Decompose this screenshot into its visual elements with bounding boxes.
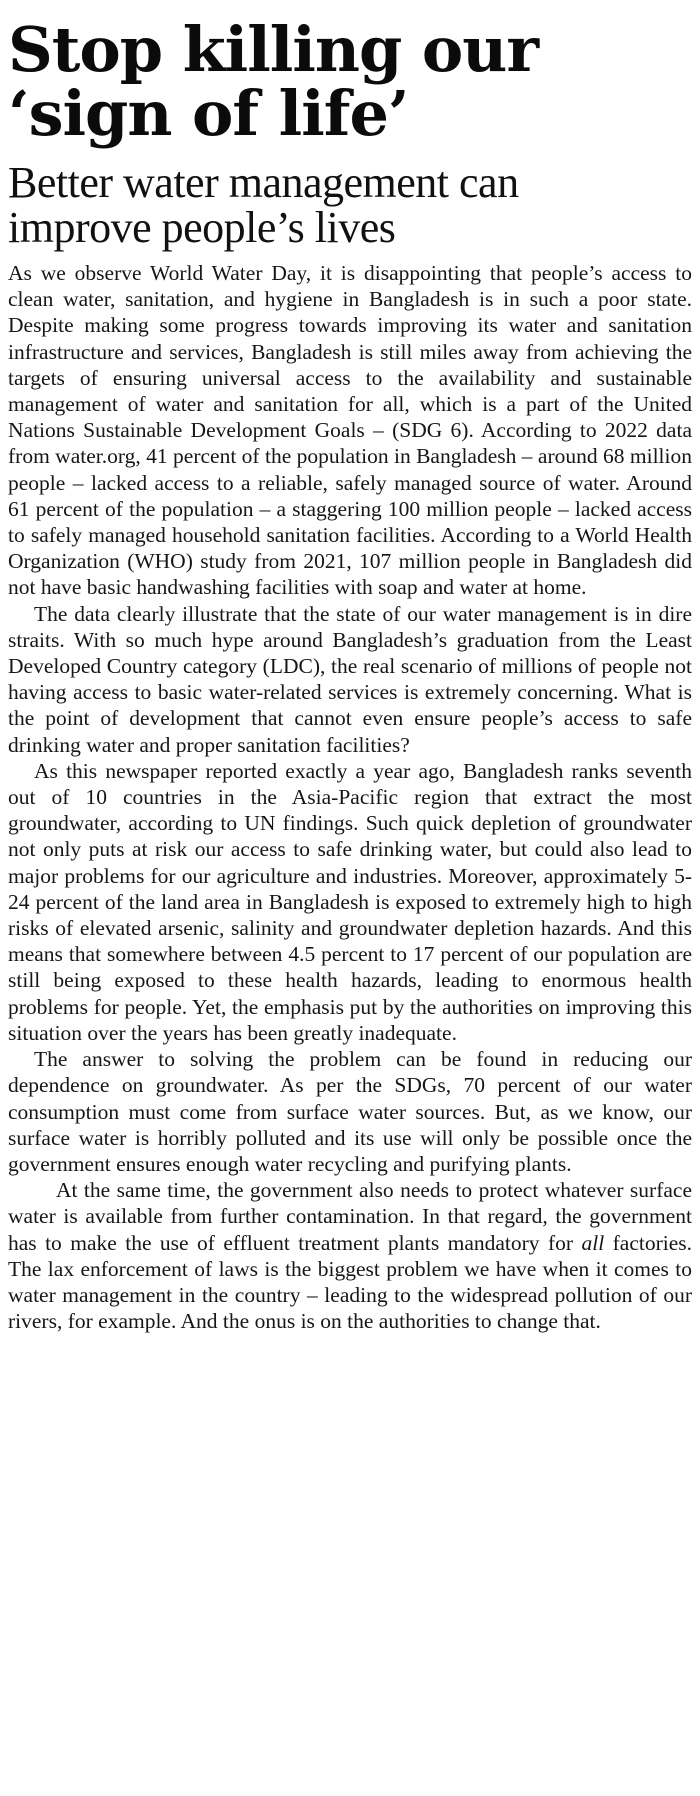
paragraph-4: The answer to solving the problem can be found in reducing our dependence on groundwater. As per the SDGs, 70 percent of our water consumption must come from surface water sources. But, as we know, our surface water is horribly polluted and its use will only be possible once the government ensures enough water recycling and purifying plants. — [8, 1047, 692, 1176]
headline-line-1: Stop killing our — [8, 13, 538, 86]
paragraph-2: The data clearly illustrate that the state of our water management is in dire straits. With so much hype around Bangladesh’s graduation from the Least Developed Country category (LDC), the real scenario of millions of people not having access to basic water-related services is extremely concerning. What is the point of development that cannot even ensure people’s access to safe drinking water and proper sanitation facilities? — [8, 601, 692, 757]
paragraph-5-text-start: At the same time, the government also needs to protect whatever surface water is available from further contamination. In that regard, the government has to make the use of effluent treatment plants mandatory for — [8, 1178, 692, 1255]
paragraph-5-emphasis: all — [581, 1230, 605, 1255]
paragraph-5-text-end: factories. The lax enforcement of laws is the biggest problem we have when it comes to water management in the country – leading to the widespread pollution of our rivers, for example. And the onus is on the authorities to change that. — [8, 1230, 692, 1334]
paragraph-3: As this newspaper reported exactly a year ago, Bangladesh ranks seventh out of 10 countries in the Asia-Pacific region that extract the most groundwater, according to UN findings. Such quick depletion of groundwater not only puts at risk our access to safe drinking water, but could also lead to major problems for our agriculture and industries. Moreover, approximately 5-24 percent of the land area in Bangladesh is exposed to extremely high to high risks of elevated arsenic, salinity and groundwater depletion hazards. And this means that somewhere between 4.5 percent to 17 percent of our population are still being exposed to these health hazards, leading to enormous health problems for people. Yet, the emphasis put by the authorities on improving this situation over the years has been greatly inadequate. — [8, 758, 692, 1045]
subheadline-line-1: Better water management can — [8, 158, 519, 207]
subheadline — [8, 160, 692, 250]
headline-line-2: ‘sign of life’ — [8, 77, 409, 150]
paragraph-1: As we observe World Water Day, it is disappointing that people’s access to clean water, sanitation, and hygiene in Bangladesh is in such a poor state. Despite making some progress towards improving its water and sanitation infrastructure and services, Bangladesh is still miles away from achieving the targets of ensuring universal access to the availability and sustainable management of water and sanitation for all, which is a part of the United Nations Sustainable Development Goals – (SDG 6). According to 2022 data from water.org, 41 percent of the population in Bangladesh – around 68 million people – lacked access to a reliable, safely managed source of water. Around 61 percent of the population – a staggering 100 million people – lacked access to safely managed household sanitation facilities. According to a World Health Organization (WHO) study from 2021, 107 million people in Bangladesh did not have basic handwashing facilities with soap and water at home. — [8, 261, 692, 600]
paragraph-5 — [8, 1177, 692, 1334]
headline — [8, 13, 692, 150]
article-body — [8, 260, 692, 1334]
subheadline-line-2: improve people’s lives — [8, 203, 396, 252]
